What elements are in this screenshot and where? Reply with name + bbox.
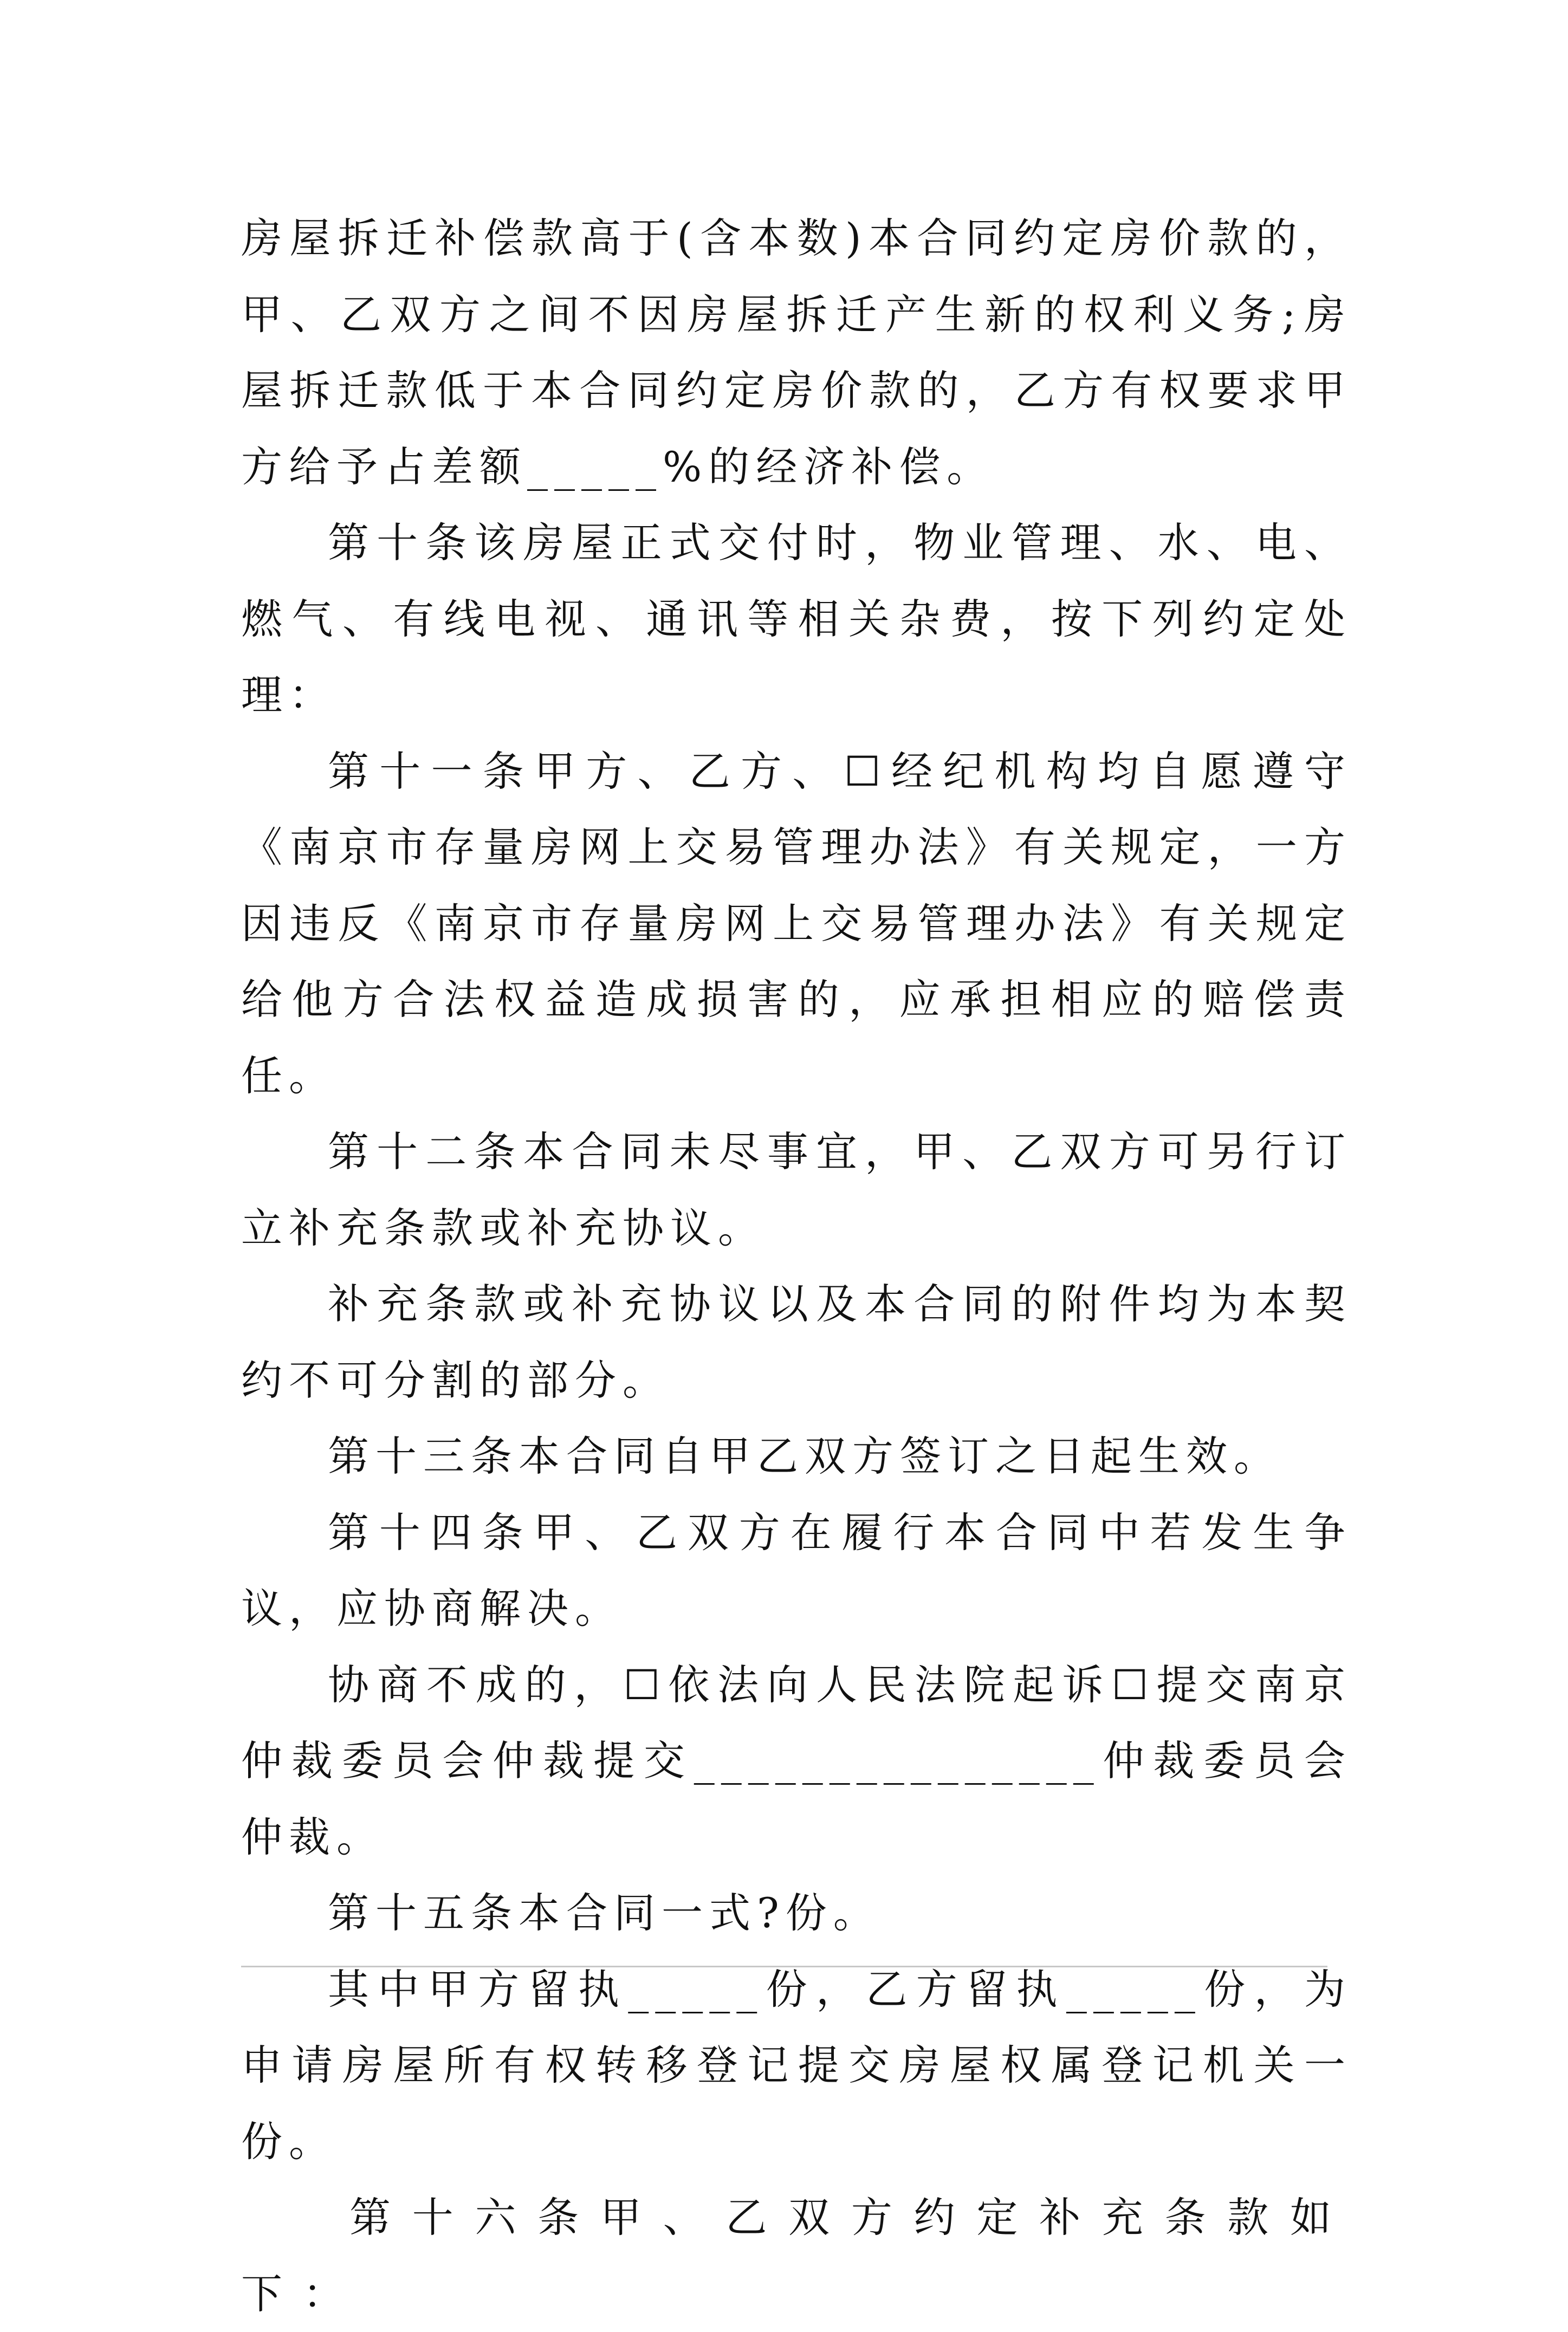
blank-line-divider bbox=[241, 1966, 1327, 1967]
document-body bbox=[241, 200, 1352, 2332]
paragraph-arbitration: 协商不成的，☐依法向人民法院起诉☐提交南京仲裁委员会仲裁提交_______________仲裁委员会仲裁。 bbox=[241, 1660, 1352, 1861]
paragraph-article-11: 第十一条甲方、乙方、☐经纪机构均自愿遵守《南京市存量房网上交易管理办法》有关规定，一方因违反《南京市存量房网上交易管理办法》有关规定给他方合法权益造成损害的，应承担相应的赔偿责任。 bbox=[241, 747, 1352, 1100]
paragraph-article-13: 第十三条本合同自甲乙双方签订之日起生效。 bbox=[328, 1432, 1281, 1480]
paragraph-article-12: 第十二条本合同未尽事宜，甲、乙双方可另行订立补充条款或补充协议。 bbox=[241, 1128, 1352, 1252]
paragraph-supplement-note: 补充条款或补充协议以及本合同的附件均为本契约不可分割的部分。 bbox=[241, 1280, 1352, 1404]
paragraph-article-14: 第十四条甲、乙双方在履行本合同中若发生争议，应协商解决。 bbox=[241, 1508, 1352, 1633]
paragraph-compensation: 房屋拆迁补偿款高于(含本数)本合同约定房价款的，甲、乙双方之间不因房屋拆迁产生新的权利义务;房屋拆迁款低于本合同约定房价款的，乙方有权要求甲方给予占差额_____%的经济补偿。 bbox=[241, 214, 1352, 491]
paragraph-copies: 其中甲方留执_____份，乙方留执_____份，为申请房屋所有权转移登记提交房屋权属登记机关一份。 bbox=[241, 1965, 1352, 2166]
paragraph-article-15: 第十五条本合同一式?份。 bbox=[328, 1889, 881, 1937]
paragraph-article-16: 第十六条甲、乙双方约定补充条款如下： bbox=[241, 2193, 1352, 2318]
paragraph-article-10: 第十条该房屋正式交付时，物业管理、水、电、燃气、有线电视、通讯等相关杂费，按下列约定处理： bbox=[241, 519, 1352, 719]
